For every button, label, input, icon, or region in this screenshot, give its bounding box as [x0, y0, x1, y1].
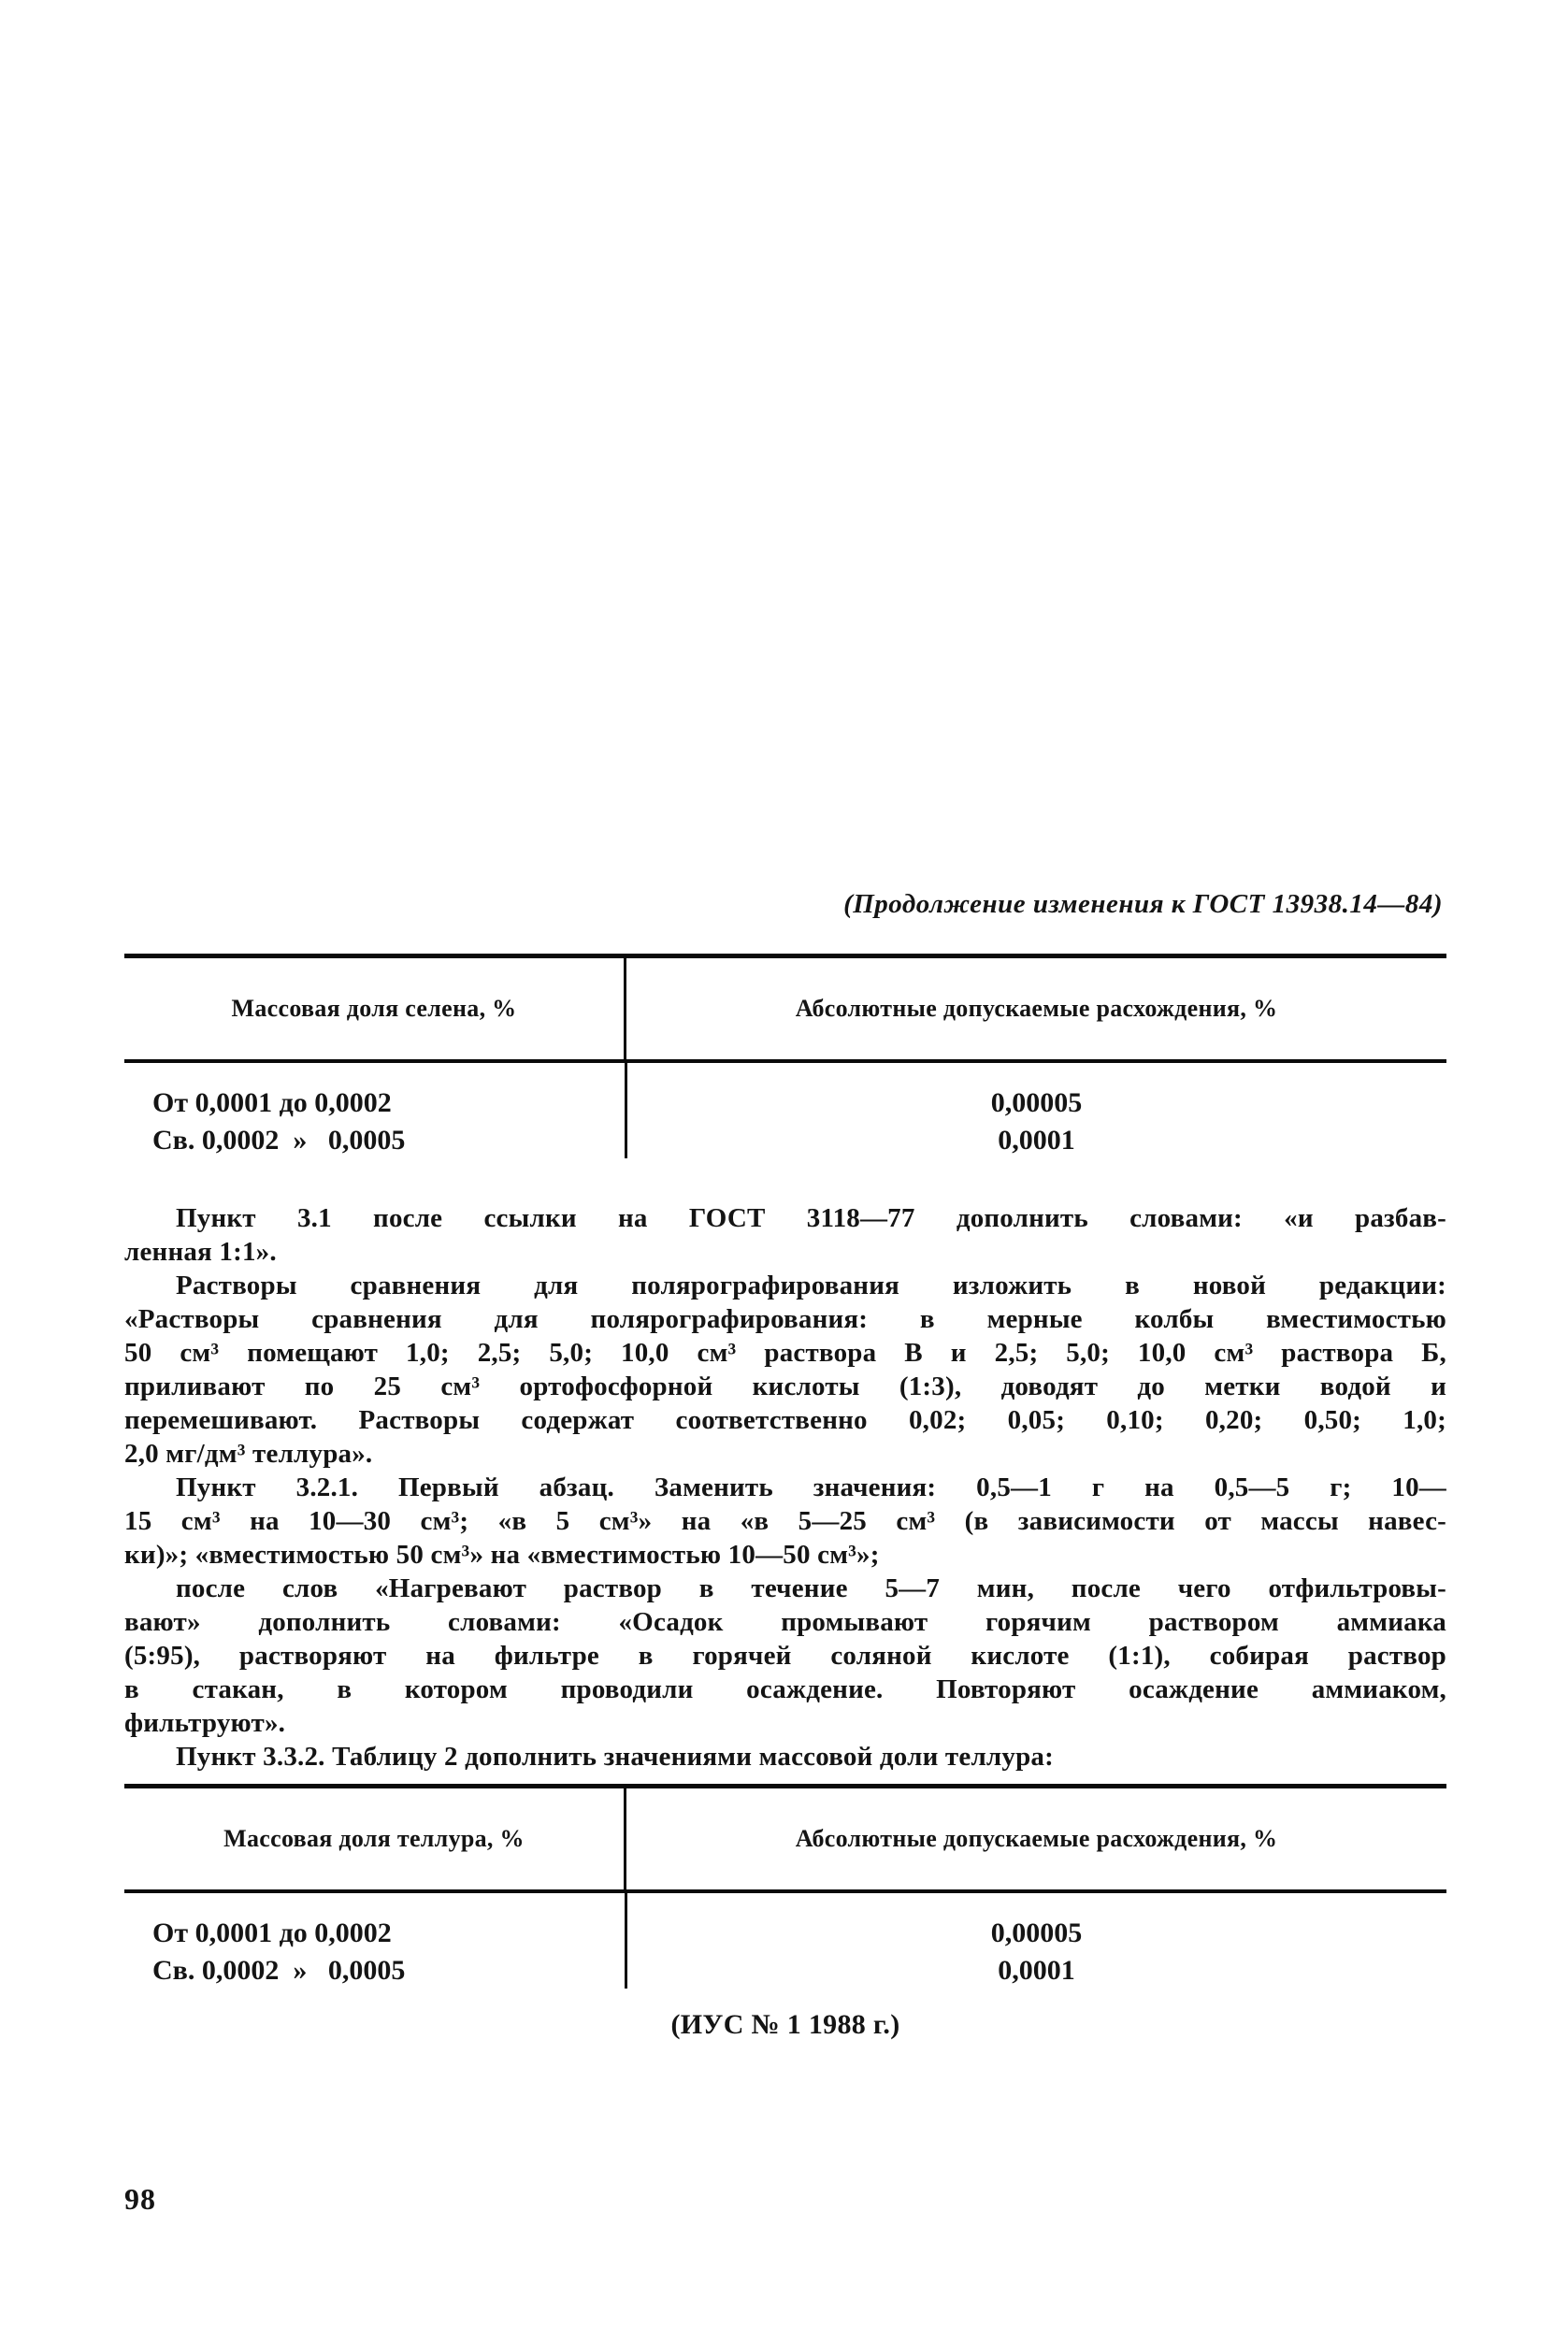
selenium-table: [124, 954, 1446, 1171]
text-line: приливают по 25 см³ ортофосфорной кислоты (1:3), доводят до метки водой и: [124, 1372, 1446, 1401]
text-line: перемешивают. Растворы содержат соответственно 0,02; 0,05; 0,10; 0,20; 0,50; 1,0;: [124, 1405, 1446, 1435]
text-line: (5:95), растворяют на фильтре в горячей соляной кислоте (1:1), собирая раствор: [124, 1641, 1446, 1671]
mass-fraction-range: Св. 0,0002 » 0,0005: [152, 1125, 406, 1156]
text-line: ки)»; «вместимостью 50 см³» на «вместимостью 10—50 см³»;: [124, 1540, 880, 1570]
permissible-discrepancy-value: 0,00005: [990, 1087, 1083, 1118]
text-line: Пункт 3.1 после ссылки на ГОСТ 3118—77 дополнить словами: «и разбав-: [176, 1203, 1446, 1233]
text-line: Пункт 3.3.2. Таблицу 2 дополнить значениями массовой доли теллура:: [176, 1742, 1054, 1772]
text-line: в стакан, в котором проводили осаждение. Повторяют осаждение аммиаком,: [124, 1674, 1446, 1704]
mass-fraction-range: Св. 0,0002 » 0,0005: [152, 1955, 406, 1986]
page-number: 98: [124, 2182, 156, 2216]
selenium-table-col1-header: Массовая доля селена, %: [124, 958, 626, 1059]
text-line: 50 см³ помещают 1,0; 2,5; 5,0; 10,0 см³ раствора В и 2,5; 5,0; 10,0 см³ раствора Б,: [124, 1338, 1446, 1368]
table-row: [124, 1953, 1446, 1990]
selenium-table-col2-header: Абсолютные допускаемые расхождения, %: [795, 995, 1278, 1022]
text-line: 2,0 мг/дм³ теллура».: [124, 1439, 373, 1469]
text-line: после слов «Нагревают раствор в течение 5—7 мин, после чего отфильтровы-: [176, 1573, 1446, 1603]
tellurium-table-col2-header: Абсолютные допускаемые расхождения, %: [795, 1825, 1278, 1852]
text-line: ленная 1:1».: [124, 1237, 277, 1267]
selenium-table-header-row: [124, 958, 1446, 1059]
permissible-discrepancy-value: 0,00005: [990, 1917, 1083, 1948]
text-line: Пункт 3.2.1. Первый абзац. Заменить значения: 0,5—1 г на 0,5—5 г; 10—: [176, 1472, 1446, 1502]
selenium-table-body: [124, 1059, 1446, 1171]
page-content: [124, 888, 1446, 2041]
permissible-discrepancy-value: 0,0001: [998, 1125, 1075, 1156]
text-line: 15 см³ на 10—30 см³; «в 5 см³» на «в 5—25 см³ (в зависимости от массы навес-: [124, 1506, 1446, 1536]
table-row: [124, 1123, 1446, 1160]
continuation-note: (Продолжение изменения к ГОСТ 13938.14—84): [843, 889, 1443, 919]
table-row: [124, 1916, 1446, 1953]
tellurium-table-header-row: [124, 1788, 1446, 1889]
amendment-text: [124, 1201, 1446, 1774]
text-line: Растворы сравнения для полярографирования изложить в новой редакции:: [176, 1271, 1446, 1300]
text-line: фильтруют».: [124, 1708, 286, 1738]
mass-fraction-range: От 0,0001 до 0,0002: [152, 1087, 392, 1118]
tellurium-table-col1-header: Массовая доля теллура, %: [124, 1788, 626, 1889]
ius-publication-note: (ИУС № 1 1988 г.): [670, 2009, 900, 2040]
table-row: [124, 1085, 1446, 1123]
mass-fraction-range: От 0,0001 до 0,0002: [152, 1917, 392, 1948]
tellurium-table-body: [124, 1889, 1446, 2002]
text-line: вают» дополнить словами: «Осадок промывают горячим раствором аммиака: [124, 1607, 1446, 1637]
permissible-discrepancy-value: 0,0001: [998, 1955, 1075, 1986]
tellurium-table: [124, 1784, 1446, 2002]
text-line: «Растворы сравнения для полярографирования: в мерные колбы вместимостью: [124, 1304, 1446, 1334]
